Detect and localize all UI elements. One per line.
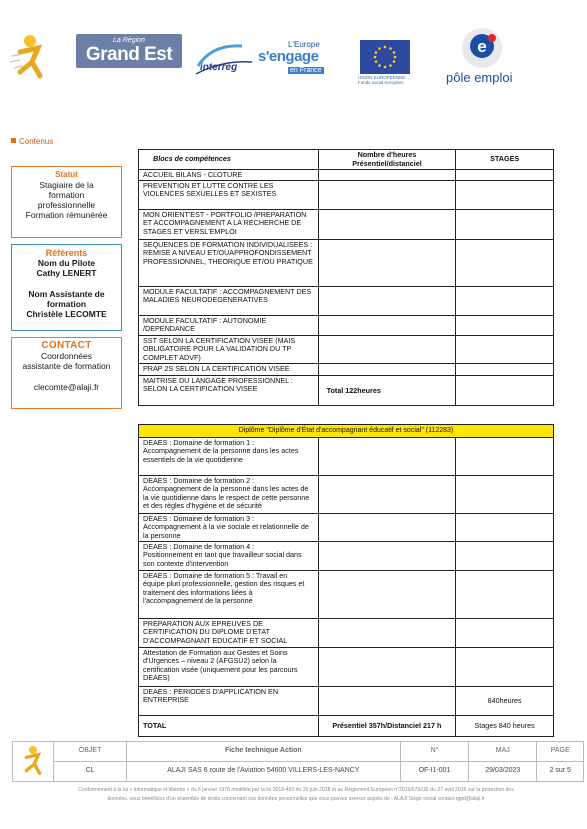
block-cell: MAITRISE DU LANGAGE PROFESSIONNEL : SELON LA CERTIFICATION VISEE (139, 376, 319, 406)
column-header: Blocs de compétences (139, 150, 319, 170)
bullet-square-icon (11, 138, 16, 143)
statut-box (11, 166, 122, 238)
table-row (139, 648, 554, 687)
table-row (139, 514, 554, 542)
table-row (139, 687, 554, 716)
table-row (139, 438, 554, 476)
table-row (139, 181, 554, 210)
block-cell: MODULE FACULTATIF : AUTONOMIE /DEPENDANCE (139, 316, 319, 336)
referents-title: Référents (45, 248, 88, 258)
europe-top-text: L'Europe (288, 40, 320, 49)
region-big-text: Grand Est (85, 44, 173, 65)
footer-header: N° (400, 742, 468, 762)
footer-header: PAGE (537, 742, 584, 762)
block-cell: MODULE FACULTATIF : ACCOMPAGNEMENT DES MALADIES NEURODEGENERATIVES (139, 287, 319, 316)
svg-text:e: e (477, 37, 487, 56)
prep-cell: PREPARATION AUX EPREUVES DE CERTIFICATION DU DIPLOME D'ETAT D'ACCOMPAGNANT EDUCATIF ET SOCIAL (139, 619, 319, 648)
table-row (139, 240, 554, 287)
assistant-name: Christèle LECOMTE (26, 309, 107, 319)
afgsu-cell: Attestation de Formation aux Gestes et Soins d'Urgences – niveau 2 (AFGSU2) selon la certification visée (uniquement pour les parcours DEAES) (139, 648, 319, 687)
total-label: TOTAL (139, 716, 319, 737)
column-header: Nombre d'heures Présentiel/distanciel (318, 150, 456, 170)
periods-cell: DEAES : PERIODES D'APPLICATION EN ENTREPRISE (139, 687, 319, 716)
column-header: STAGES (456, 150, 554, 170)
interreg-logo (192, 40, 262, 82)
table-row (139, 170, 554, 181)
domain-cell: DEAES : Domaine de formation 5 : Travail en équipe pluri professionnelle, gestion des risques et traitement des informations liées à l'accompagnement de la personne (139, 571, 319, 619)
table-row (139, 619, 554, 648)
pilot-label: Nom du Pilote (37, 258, 96, 268)
footer-header: MAJ (469, 742, 537, 762)
block-cell: SST SELON LA CERTIFICATION VISEE (MAIS OBLIGATOIRE POUR LA VALIDATION DU TP COMPLET ADVF) (139, 336, 319, 364)
block-cell: ACCUEIL BILANS - CLOTURE (139, 170, 319, 181)
footer-header: OBJET (54, 742, 126, 762)
partner-logos (0, 0, 587, 100)
eu-flag-icon (360, 40, 410, 74)
section-label: Contenus (11, 137, 53, 146)
region-small-text: La Région (113, 37, 145, 44)
table-row (139, 336, 554, 364)
contact-title: CONTACT (41, 340, 92, 351)
total-stages-cell: Stages 840 heures (456, 716, 554, 737)
table-row (139, 716, 554, 737)
block-cell: PRAP 2S SELON LA CERTIFICATION VISEE (139, 364, 319, 376)
pole-emploi-logo (440, 26, 520, 88)
assistant-label: Nom Assistante de (28, 289, 105, 299)
table-row (139, 316, 554, 336)
europe-engage-logo (258, 40, 326, 80)
europe-main-text: s'engage (258, 48, 319, 65)
table-row (139, 210, 554, 240)
europe-bottom-text: en France (290, 67, 322, 74)
alaji-runner-logo (10, 32, 50, 80)
block-cell: PREVENTION ET LUTTE CONTRE LES VIOLENCES SEXUELLES ET SEXISTES (139, 181, 319, 210)
footer-value: CL (54, 762, 126, 782)
alaji-runner-icon (19, 744, 47, 776)
pole-emploi-text: pôle emploi (446, 70, 513, 85)
statut-line: professionnelle (37, 200, 96, 210)
contact-line: Coordonnées (40, 351, 93, 361)
competence-blocks-table (138, 149, 554, 406)
document-footer (12, 741, 584, 782)
footer-logo (13, 742, 54, 782)
eu-caption: UNION EUROPEENNE Fonds social européen (358, 75, 406, 85)
contact-box (11, 337, 122, 409)
pilot-name: Cathy LENERT (36, 268, 97, 278)
footer-page: 2 sur 5 (537, 762, 584, 782)
total-hours-cell: Présentiel 357h/Distanciel 217 h (318, 716, 456, 737)
footer-address: ALAJI SAS 6 route de l'Aviation 54600 VILLERS-LES-NANCY (126, 762, 400, 782)
domain-cell: DEAES : Domaine de formation 3 : Accompagnement à la vie sociale et relationnelle de la personne (139, 514, 319, 542)
footer-value: OF-I1-001 (400, 762, 468, 782)
table-row (139, 542, 554, 571)
footer-date: 29/03/2023 (469, 762, 537, 782)
contact-email-link[interactable]: clecomte@alaji.fr (33, 382, 100, 392)
diploma-table (138, 424, 554, 737)
statut-line: formation (48, 190, 85, 200)
diploma-title: Diplôme "Diplôme d'État d'accompagnant éducatif et social" (112283) (139, 425, 554, 438)
statut-title: Statut (55, 170, 78, 179)
block-cell: MON ORIENT'EST - PORTFOLIO /PREPARATION ET ACCOMPAGNEMENT A LA RECHERCHE DE STAGES ET VERSL'EMPLOI (139, 210, 319, 240)
footer-header: Fiche technique Action (126, 742, 400, 762)
region-grand-est-logo (76, 34, 182, 68)
periods-hours-cell: 840heures (456, 687, 554, 716)
assistant-label: formation (46, 299, 87, 309)
referents-box (11, 244, 122, 331)
legal-notice: Conformément à la loi « informatique et libertés » du 6 janvier 1978 modifiée par la loi 2018-493 du 20 juin 2018 et au Règlement Européen n°2016/679/UE du 27 avril 2016 sur la protection des données, vous bénéficiez d'un ensemble de droits concernant vos données personnelles que vous pouvez exercer auprès de : ALAJI Siège social contact-rgpd@alaji.fr (78, 787, 514, 802)
domain-cell: DEAES : Domaine de formation 2 : Accompagnement de la personne dans les actes de la vie quotidienne dans le respect de cette personne et des règles d'hygiène et de sécurité (139, 476, 319, 514)
domain-cell: DEAES : Domaine de formation 4 : Positionnement en tant que travailleur social dans son contexte d'intervention (139, 542, 319, 571)
total-hours-cell: Total 122heures (318, 376, 456, 406)
table-row (139, 287, 554, 316)
block-cell: SEQUENCES DE FORMATION INDIVIDUALISEES : REMISE A NIVEAU ET/OUAPPROFONDISSEMENT PROFESSIONNEL, THEORIQUE ET/OU PRATIQUE (139, 240, 319, 287)
domain-cell: DEAES : Domaine de formation 1 : Accompagnement de la personne dans les actes essentiels de la vie quotidienne (139, 438, 319, 476)
statut-line: Stagiaire de la (39, 180, 94, 190)
statut-line: Formation rémunérée (25, 210, 108, 220)
table-row (139, 571, 554, 619)
table-row (139, 364, 554, 376)
contact-line: assistante de formation (22, 361, 111, 371)
interreg-text: interreg (200, 62, 238, 73)
table-row (139, 476, 554, 514)
table-row (139, 376, 554, 406)
